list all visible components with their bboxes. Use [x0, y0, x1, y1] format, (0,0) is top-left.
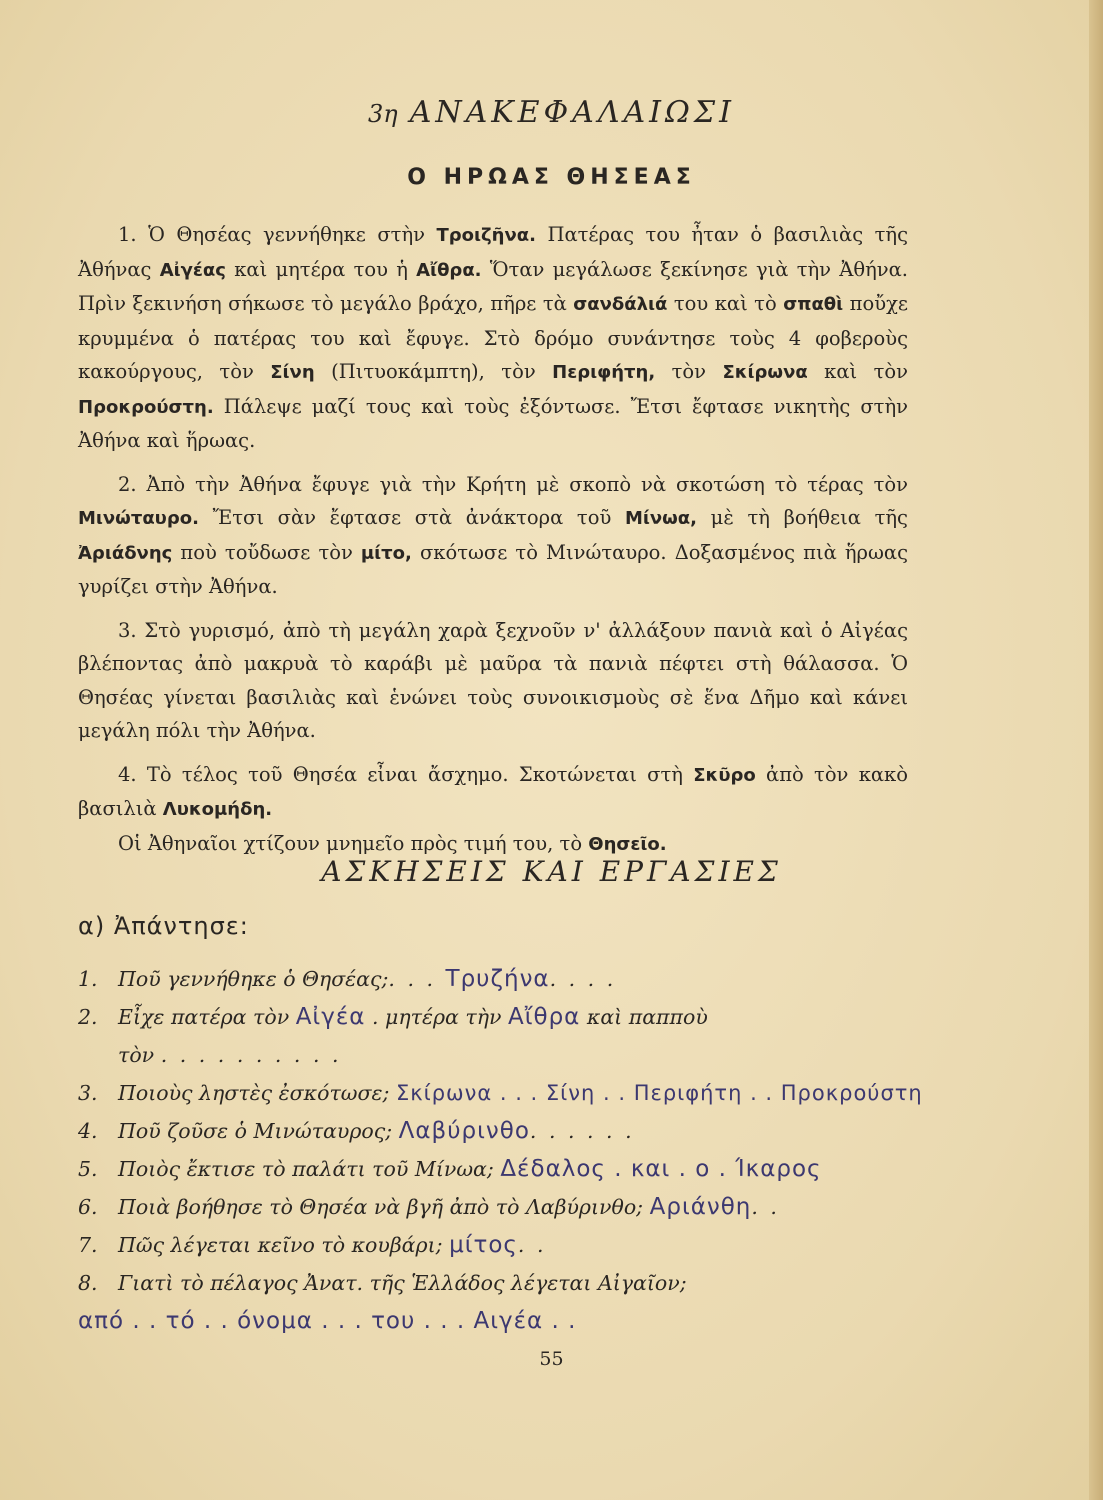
- question-4: 4. Ποῦ ζοῦσε ὁ Μινώταυρος; Λαβύρινθο. . . . . .: [78, 1118, 635, 1144]
- question-7: 7. Πῶς λέγεται κεῖνο τὸ κουβάρι; μίτος. .: [78, 1232, 547, 1258]
- chapter-title: ΑΝΑΚΕΦΑΛΑΙΩΣΙ: [409, 95, 735, 130]
- handwritten-answer: μίτος: [449, 1232, 518, 1258]
- handwritten-answer: Αριάνθη: [649, 1194, 752, 1220]
- question-3: 3. Ποιοὺς ληστὲς ἐσκότωσε; Σκίρωνα . . . Σίνη . . Περιφήτη . . Προκρούστη: [78, 1081, 923, 1105]
- handwritten-answer: Λαβύρινθο: [398, 1118, 530, 1144]
- paragraph-4: 4. Τὸ τέλος τοῦ Θησέα εἶναι ἄσχημο. Σκοτώνεται στὴ Σκῦρο ἀπὸ τὸν κακὸ βασιλιὰ Λυκομήδη.: [78, 762, 908, 820]
- page-number: 55: [539, 1348, 564, 1370]
- question-list: [78, 960, 978, 1340]
- handwritten-answer: Αἰγέα: [295, 1004, 366, 1030]
- chapter-number: 3η: [368, 100, 398, 128]
- handwritten-answer: Δέδαλος . και . ο . Ίκαρος: [500, 1156, 822, 1182]
- handwritten-answer: Σκίρωνα . . . Σίνη . . Περιφήτη . . Προκρούστη: [395, 1081, 923, 1105]
- exercises-title: ΑΣΚΗΣΕΙΣ ΚΑΙ ΕΡΓΑΣΙΕΣ: [321, 855, 782, 888]
- question-1: 1. Ποῦ γεννήθηκε ὁ Θησέας;. . . Τρυζήνα. . . .: [78, 966, 617, 992]
- question-2: 2. Εἶχε πατέρα τὸν Αἰγέα . μητέρα τὴν Αἴθρα καὶ παπποὺ: [78, 1004, 708, 1030]
- section-title: Ο ΗΡΩΑΣ ΘΗΣΕΑΣ: [407, 165, 696, 190]
- paragraph-2: 2. Ἀπὸ τὴν Ἀθήνα ἔφυγε γιὰ τὴν Κρήτη μὲ σκοπὸ νὰ σκοτώση τὸ τέρας τὸν Μινώταυρο. Ἔτσι σὰν ἔφτασε στὰ ἀνάκτορα τοῦ Μίνωα, μὲ τὴ βοήθεια τῆς Ἀριάδνης ποὺ τοὔδωσε τὸν μίτο, σκότωσε τὸ Μινώταυρο. Δοξασμένος πιὰ ἥρωας γυρίζει στὴν Ἀθήνα.: [78, 472, 908, 598]
- question-6: 6. Ποιὰ βοήθησε τὸ Θησέα νὰ βγῆ ἀπὸ τὸ Λαβύρινθο; Αριάνθη. .: [78, 1194, 780, 1220]
- section-a-label: α) Ἀπάντησε:: [78, 912, 249, 940]
- question-8-answer: [78, 1302, 978, 1340]
- paragraph-1: 1. Ὁ Θησέας γεννήθηκε στὴν Τροιζῆνα. Πατέρας του ἦταν ὁ βασιλιὰς τῆς Ἀθήνας Αἰγέας καὶ μητέρα του ἡ Αἴθρα. Ὅταν μεγάλωσε ξεκίνησε γιὰ τὴν Ἀθήνα. Πρὶν ξεκινήση σήκωσε τὸ μεγάλο βράχο, πῆρε τὰ σανδάλιά του καὶ τὸ σπαθὶ ποὔχε κρυμμένα ὁ πατέρας του καὶ ἔφυγε. Στὸ δρόμο συνάντησε τοὺς 4 φοβεροὺς κακούργους, τὸν Σίνη (Πιτυοκάμπτη), τὸν Περιφήτη, τὸν Σκίρωνα καὶ τὸν Προκρούστη. Πάλεψε μαζί τους καὶ τοὺς ἐξόντωσε. Ἔτσι ἔφτασε νικητὴς στὴν Ἀθήνα καὶ ἥρωας.: [78, 223, 909, 452]
- handwritten-answer: Τρυζήνα: [445, 966, 550, 992]
- handwritten-answer: από . . τό . . όνομα . . . του . . . Αιγέα . .: [78, 1308, 577, 1334]
- paragraph-5: Οἱ Ἀθηναῖοι χτίζουν μνημεῖο πρὸς τιμή του, τὸ Θησεῖο.: [118, 831, 667, 855]
- question-8: 8. Γιατὶ τὸ πέλαγος Ἀνατ. τῆς Ἑλλάδος λέγεται Αἰγαῖον;: [78, 1271, 687, 1295]
- handwritten-answer: Αἴθρα: [507, 1004, 581, 1030]
- chapter-heading: [0, 95, 1103, 130]
- question-5: 5. Ποιὸς ἔκτισε τὸ παλάτι τοῦ Μίνωα; Δέδαλος . και . ο . Ίκαρος: [78, 1156, 822, 1182]
- page-edge: [1089, 0, 1103, 1500]
- summary-text: [78, 218, 908, 871]
- question-2-continued: τὸν . . . . . . . . . .: [118, 1043, 342, 1067]
- paragraph-3: 3. Στὸ γυρισμό, ἀπὸ τὴ μεγάλη χαρὰ ξεχνοῦν ν' ἀλλάξουν πανιὰ καὶ ὁ Αἰγέας βλέποντας ἀπὸ μακρυὰ τὸ καράβι μὲ μαῦρα τὰ πανιὰ πέφτει στὴ θάλασσα. Ὁ Θησέας γίνεται βασιλιὰς καὶ ἑνώνει τοὺς συνοικισμοὺς σὲ ἕνα Δῆμο καὶ κάνει μεγάλη πόλι τὴν Ἀθήνα.: [78, 618, 908, 742]
